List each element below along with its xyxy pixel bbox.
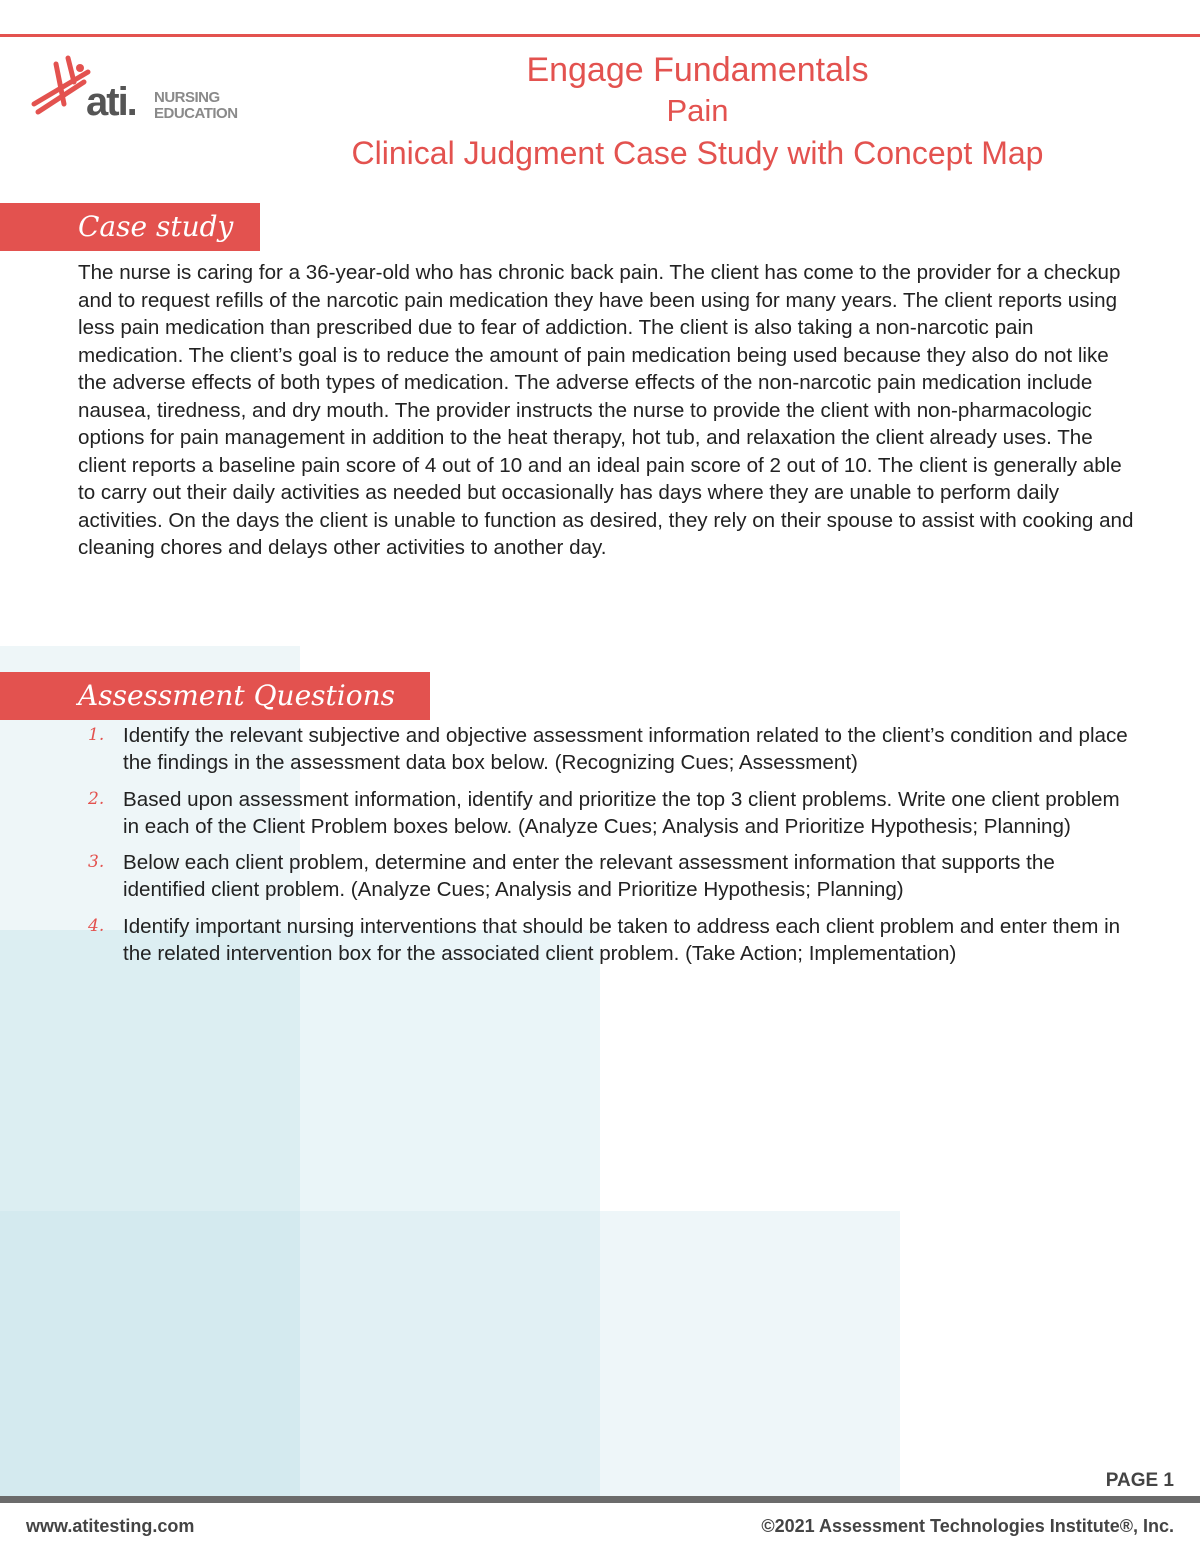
page-topic: Pain bbox=[666, 93, 729, 128]
logo-line-2: EDUCATION bbox=[154, 105, 238, 122]
page-number: PAGE 1 bbox=[1105, 1470, 1174, 1491]
case-study-heading: Case study bbox=[0, 203, 260, 251]
footer-rule bbox=[0, 1496, 1200, 1503]
question-text: Based upon assessment information, identify and prioritize the top 3 client problems. Write one client problem in each of the Client Problem boxes below. (Analyze Cues; Analysis and Prioritize Hypothesis; Planning) bbox=[123, 787, 1120, 838]
top-rule bbox=[0, 34, 1200, 37]
question-number: 1. bbox=[88, 725, 105, 745]
background-square bbox=[600, 1211, 900, 1496]
background-square bbox=[300, 1211, 600, 1496]
question-text: Identify important nursing interventions that should be taken to address each client problem and enter them in the related intervention box for the associated client problem. (Take Action; Implementation) bbox=[123, 914, 1121, 966]
assessment-question-list bbox=[78, 722, 1138, 976]
list-item bbox=[78, 722, 1138, 777]
logo-line-1: NURSING bbox=[154, 89, 220, 106]
logo-subtitle bbox=[154, 90, 238, 122]
question-number: 4. bbox=[88, 915, 105, 936]
page-subtitle: Clinical Judgment Case Study with Concept Map bbox=[351, 135, 1044, 171]
header-titles bbox=[250, 50, 1145, 174]
logo-brand: ati. bbox=[86, 80, 136, 124]
background-square bbox=[0, 1211, 300, 1496]
assessment-heading: Assessment Questions bbox=[0, 672, 430, 720]
copyright-notice: ©2021 Assessment Technologies Institute®, Inc. bbox=[761, 1516, 1174, 1536]
list-item bbox=[78, 786, 1138, 841]
list-item bbox=[78, 913, 1138, 968]
ati-logo bbox=[28, 52, 258, 132]
question-number: 2. bbox=[88, 788, 105, 809]
question-number: 3. bbox=[88, 852, 105, 873]
case-study-text: The nurse is caring for a 36-year-old who has chronic back pain. The client has come to the provider for a checkup and to request refills of the narcotic pain medication they have been using for many years. The client reports using less pain medication than prescribed due to fear of addiction. The client is also taking a non-narcotic pain medication. The client’s goal is to reduce the amount of pain medication being used because they also do not like the adverse effects of both types of medication. The adverse effects of the non-narcotic pain medication include nausea, tiredness, and dry mouth. The provider instructs the nurse to provide the client with non-pharmacologic options for pain management in addition to the heat therapy, hot tub, and relaxation the client already uses. The client reports a baseline pain score of 4 out of 10 and an ideal pain score of 2 out of 10. The client is generally able to carry out their daily activities as needed but occasionally has days where they are unable to perform daily activities. On the days the client is unable to function as desired, they rely on their spouse to assist with cooking and cleaning chores and delays other activities to another day. bbox=[78, 261, 1134, 559]
website-link[interactable]: www.atitesting.com bbox=[26, 1516, 195, 1536]
page-title: Engage Fundamentals bbox=[526, 51, 869, 89]
list-item bbox=[78, 849, 1138, 904]
question-text: Identify the relevant subjective and objective assessment information related to the client’s condition and place the findings in the assessment data box below. (Recognizing Cues; Assessment) bbox=[123, 724, 1128, 775]
question-text: Below each client problem, determine and enter the relevant assessment information that supports the identified client problem. (Analyze Cues; Analysis and Prioritize Hypothesis; Planning) bbox=[123, 851, 1055, 902]
